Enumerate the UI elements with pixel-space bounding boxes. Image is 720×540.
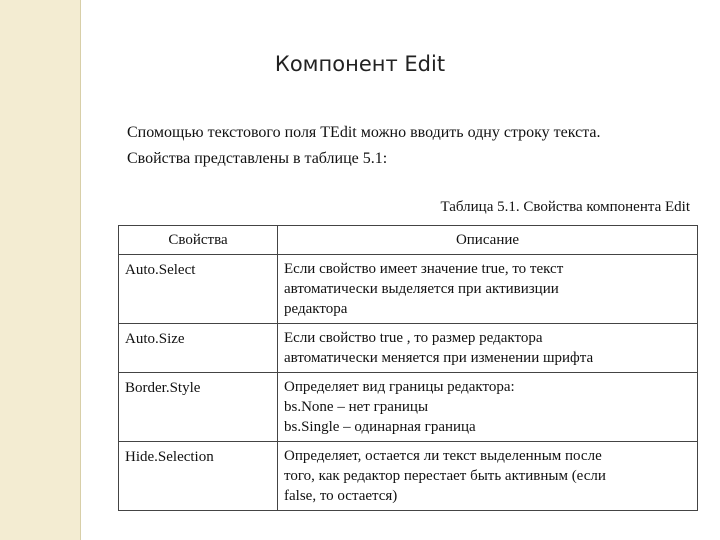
- table-row: [119, 373, 698, 442]
- description-line: редактора: [284, 301, 348, 317]
- page-title: Компонент Edit: [274, 52, 446, 76]
- description-line: Определяет, остается ли текст выделенным после: [284, 448, 602, 464]
- description-line: автоматически меняется при изменении шрифта: [284, 350, 594, 366]
- description-line: bs.Single – одинарная граница: [284, 419, 476, 435]
- property-description: [278, 373, 698, 442]
- header-description: Описание: [278, 226, 698, 255]
- properties-table: [118, 225, 698, 511]
- property-name: Auto.Size: [119, 324, 278, 373]
- property-name: Auto.Select: [119, 255, 278, 324]
- intro-line-2: Свойства представлены в таблице 5.1:: [127, 150, 388, 167]
- description-line: Определяет вид границы редактора:: [284, 379, 515, 395]
- table-header-row: [119, 226, 698, 255]
- property-description: [278, 442, 698, 511]
- property-name: Border.Style: [119, 373, 278, 442]
- property-description: [278, 324, 698, 373]
- description-line: false, то остается): [284, 488, 398, 504]
- description-line: Если свойство true , то размер редактора: [284, 330, 543, 346]
- description-line: Если свойство имеет значение true, то текст: [284, 261, 564, 277]
- table-row: [119, 324, 698, 373]
- decorative-side-band: [0, 0, 80, 540]
- header-properties: Свойства: [119, 226, 278, 255]
- intro-line-1: Спомощью текстового поля TEdit можно вводить одну строку текста.: [127, 124, 601, 141]
- property-name: Hide.Selection: [119, 442, 278, 511]
- property-description: [278, 255, 698, 324]
- description-line: того, как редактор перестает быть активным (если: [284, 468, 606, 484]
- description-line: bs.None – нет границы: [284, 399, 429, 415]
- side-divider: [80, 0, 81, 540]
- table-caption: Таблица 5.1. Свойства компонента Edit: [440, 199, 690, 215]
- table-row: [119, 255, 698, 324]
- table-row: [119, 442, 698, 511]
- description-line: автоматически выделяется при активизции: [284, 281, 559, 297]
